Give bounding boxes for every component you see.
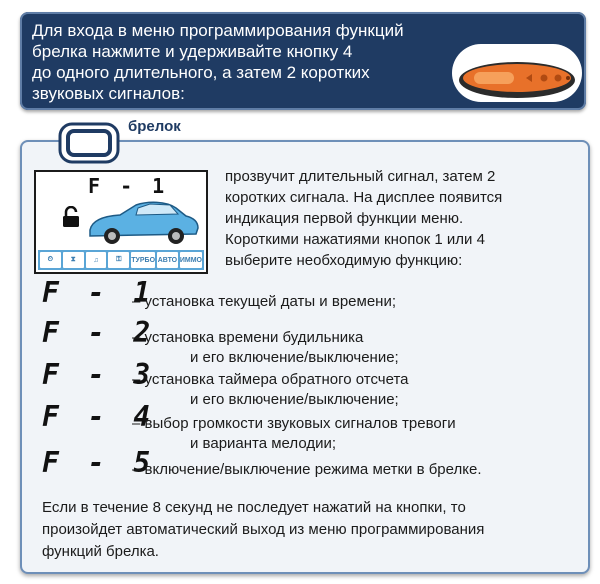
remote-fob-icon [58, 122, 120, 164]
function-code: F - 4 [42, 400, 157, 433]
intro-line-2: коротких сигнала. На дисплее появится [225, 189, 503, 206]
banner-line-4: звуковых сигналов: [32, 84, 185, 103]
intro-line-4: Короткими нажатиями кнопок 1 или 4 [225, 231, 485, 248]
intro-line-1: прозвучит длительный сигнал, затем 2 [225, 168, 496, 185]
function-description-cont: и его включение/выключение; [190, 349, 399, 366]
function-code: F - 3 [42, 358, 157, 391]
signal-indicator-icon: ♫ [86, 252, 107, 268]
function-code: F - 2 [42, 316, 157, 349]
function-description-cont: и его включение/выключение; [190, 391, 399, 408]
footer-line-1: Если в течение 8 секунд не последует нажатий на кнопки, то [42, 499, 466, 516]
intro-line-5: выберите необходимую функцию: [225, 252, 463, 269]
lcd-display [34, 170, 208, 274]
section-title: брелок [128, 118, 181, 135]
intro-line-3: индикация первой функции меню. [225, 210, 464, 227]
footer-line-3: функций брелка. [42, 543, 159, 560]
footer-note [42, 497, 572, 563]
banner-line-2: брелка нажмите и удерживайте кнопку 4 [32, 42, 353, 61]
function-description-cont: и варианта мелодии; [190, 435, 337, 452]
function-code: F - 1 [42, 276, 157, 309]
hourglass-indicator-icon: ⧗ [63, 252, 84, 268]
function-code: F - 5 [42, 446, 157, 479]
lcd-indicator-strip [38, 250, 204, 270]
immo-indicator: ИММО [180, 252, 202, 268]
intro-text [225, 166, 565, 271]
footer-line-2: произойдет автоматический выход из меню программирования [42, 521, 485, 538]
instruction-banner [20, 12, 586, 110]
turbo-indicator: ТУРБО [131, 252, 155, 268]
lock-icon [62, 206, 80, 228]
key-fob-icon [452, 44, 582, 102]
car-icon [84, 196, 200, 246]
clock-indicator-icon: ⏲ [40, 252, 61, 268]
key-indicator-icon: ⚿ [108, 252, 129, 268]
auto-indicator: АВТО [157, 252, 178, 268]
lcd-function-code: F - 1 [88, 174, 169, 198]
function-description: – включение/выключение режима метки в брелке. [132, 461, 482, 478]
function-description: – установка времени будильника [132, 329, 364, 346]
function-description: – установка текущей даты и времени; [132, 293, 396, 310]
banner-text [32, 20, 432, 104]
function-description: – установка таймера обратного отсчета [132, 371, 409, 388]
banner-line-1: Для входа в меню программирования функций [32, 21, 404, 40]
function-description: – выбор громкости звуковых сигналов тревоги [132, 415, 456, 432]
banner-line-3: до одного длительного, а затем 2 коротких [32, 63, 370, 82]
